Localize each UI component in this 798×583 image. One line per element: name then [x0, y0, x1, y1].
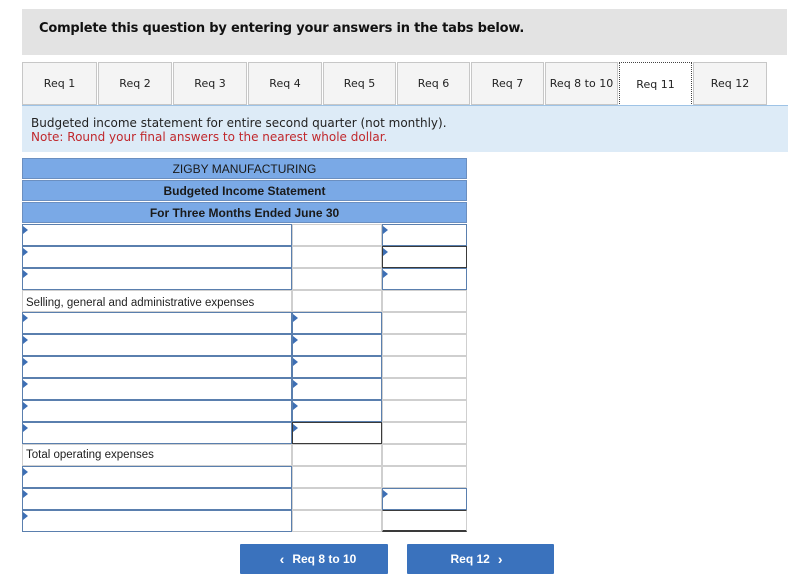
line-item-input[interactable]: [22, 356, 292, 378]
empty-cell: [292, 466, 382, 488]
dropdown-marker-icon: [23, 314, 28, 322]
question-instruction: Complete this question by entering your answers in the tabs below.: [39, 21, 525, 36]
empty-cell: [292, 488, 382, 510]
table-row: [22, 488, 467, 510]
dropdown-marker-icon: [23, 270, 28, 278]
chevron-left-icon: ‹: [279, 551, 285, 567]
line-item-input[interactable]: [22, 312, 292, 334]
empty-cell: [382, 356, 467, 378]
question-header: [22, 9, 787, 55]
dropdown-marker-icon: [23, 380, 28, 388]
dropdown-marker-icon: [293, 336, 298, 344]
amount-input[interactable]: [382, 268, 467, 290]
line-item-input[interactable]: [22, 510, 292, 532]
line-item-input[interactable]: [22, 334, 292, 356]
dropdown-marker-icon: [383, 270, 388, 278]
total-opex-label-cell: [22, 444, 292, 466]
empty-cell: [382, 466, 467, 488]
empty-cell: [292, 444, 382, 466]
dropdown-marker-icon: [293, 358, 298, 366]
dropdown-marker-icon: [23, 490, 28, 498]
company-name: ZIGBY MANUFACTURING: [22, 158, 467, 179]
empty-cell: [292, 268, 382, 290]
sga-label: Selling, general and administrative expenses: [26, 297, 255, 309]
line-item-input[interactable]: [22, 246, 292, 268]
prev-req-label: Req 8 to 10: [292, 552, 357, 566]
empty-cell: [382, 290, 467, 312]
dropdown-marker-icon: [23, 336, 28, 344]
line-item-input[interactable]: [22, 378, 292, 400]
empty-cell: [292, 510, 382, 532]
chevron-right-icon: ›: [497, 551, 503, 567]
dropdown-marker-icon: [293, 424, 298, 432]
prev-req-button[interactable]: [240, 544, 388, 574]
amount-input[interactable]: [292, 312, 382, 334]
total-opex-amount: [382, 444, 467, 466]
table-row: [22, 312, 467, 334]
empty-cell: [382, 378, 467, 400]
table-row: [22, 290, 467, 312]
empty-cell: [292, 246, 382, 268]
tab-req-5[interactable]: Req 5: [323, 62, 396, 105]
dropdown-marker-icon: [23, 512, 28, 520]
tab-req-8-to-10[interactable]: Req 8 to 10: [545, 62, 618, 105]
tab-req-7[interactable]: Req 7: [471, 62, 544, 105]
line-item-input[interactable]: [22, 422, 292, 444]
table-row: [22, 510, 467, 532]
table-row: [22, 422, 467, 444]
empty-cell: [382, 422, 467, 444]
net-amount-cell: [382, 510, 467, 532]
amount-input[interactable]: [292, 378, 382, 400]
sga-label-cell: [22, 290, 292, 312]
amount-input[interactable]: [292, 422, 382, 444]
line-item-input[interactable]: [22, 268, 292, 290]
next-req-button[interactable]: [407, 544, 554, 574]
dropdown-marker-icon: [383, 248, 388, 256]
table-row: [22, 466, 467, 488]
tab-req-12[interactable]: Req 12: [693, 62, 767, 105]
instruction-text: Budgeted income statement for entire second quarter (not monthly).: [31, 116, 447, 130]
instructions-panel: [22, 106, 788, 152]
tab-req-11[interactable]: Req 11: [619, 62, 692, 106]
table-row: [22, 224, 467, 246]
total-opex-label: Total operating expenses: [26, 449, 154, 461]
dropdown-marker-icon: [23, 226, 28, 234]
tab-req-1[interactable]: Req 1: [22, 62, 97, 105]
dropdown-marker-icon: [383, 226, 388, 234]
empty-cell: [292, 290, 382, 312]
dropdown-marker-icon: [23, 468, 28, 476]
tab-req-2[interactable]: Req 2: [98, 62, 172, 105]
line-item-input[interactable]: [22, 488, 292, 510]
table-row: [22, 334, 467, 356]
dropdown-marker-icon: [23, 358, 28, 366]
next-req-label: Req 12: [450, 552, 490, 566]
table-row: [22, 268, 467, 290]
tab-req-6[interactable]: Req 6: [397, 62, 470, 105]
amount-input[interactable]: [382, 224, 467, 246]
dropdown-marker-icon: [293, 402, 298, 410]
table-row: [22, 246, 467, 268]
empty-cell: [382, 312, 467, 334]
line-item-input[interactable]: [22, 466, 292, 488]
empty-cell: [382, 334, 467, 356]
statement-period: For Three Months Ended June 30: [22, 202, 467, 223]
dropdown-marker-icon: [23, 424, 28, 432]
dropdown-marker-icon: [293, 380, 298, 388]
line-item-input[interactable]: [22, 400, 292, 422]
tab-req-3[interactable]: Req 3: [173, 62, 247, 105]
amount-input[interactable]: [382, 488, 467, 510]
dropdown-marker-icon: [23, 402, 28, 410]
req-tabs: [22, 62, 788, 106]
table-row: [22, 356, 467, 378]
empty-cell: [382, 400, 467, 422]
amount-input[interactable]: [292, 356, 382, 378]
rounding-note: Note: Round your final answers to the nearest whole dollar.: [31, 130, 388, 144]
line-item-input[interactable]: [22, 224, 292, 246]
amount-input[interactable]: [292, 400, 382, 422]
amount-input[interactable]: [382, 246, 467, 268]
empty-cell: [292, 224, 382, 246]
table-row: [22, 378, 467, 400]
statement-title: Budgeted Income Statement: [22, 180, 467, 201]
tab-req-4[interactable]: Req 4: [248, 62, 322, 105]
dropdown-marker-icon: [383, 490, 388, 498]
dropdown-marker-icon: [23, 248, 28, 256]
amount-input[interactable]: [292, 334, 382, 356]
dropdown-marker-icon: [293, 314, 298, 322]
table-row: [22, 400, 467, 422]
table-row: [22, 444, 467, 466]
